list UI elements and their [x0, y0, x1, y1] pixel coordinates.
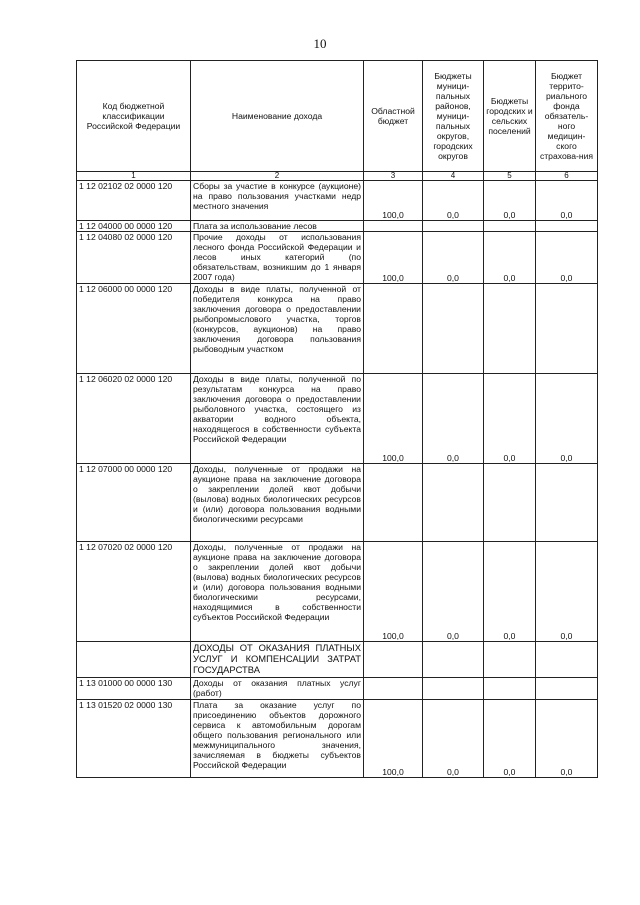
row-value-fund — [536, 464, 598, 542]
row-code: 1 12 06020 02 0000 120 — [77, 374, 191, 464]
header-medical-insurance-fund: Бюджет террито-риального фонда обязатель-ного медицин-ского страхова-ния — [536, 61, 598, 172]
column-number: 4 — [423, 172, 484, 181]
row-value-settlements — [484, 464, 536, 542]
row-value-municipal — [423, 642, 484, 678]
row-value-municipal: 0,0 — [423, 181, 484, 221]
row-value-regional: 100,0 — [364, 232, 423, 284]
row-name: Сборы за участие в конкурсе (аукционе) на право пользования участками недр местного значения — [191, 181, 364, 221]
row-value-municipal — [423, 284, 484, 374]
column-number: 5 — [484, 172, 536, 181]
row-name: Доходы в виде платы, полученной по результатам конкурса на право заключения договора о предоставлении рыболовного участка, состоящего из акватории водного объекта, находящегося в собственности субъекта Российской Федерации — [191, 374, 364, 464]
row-value-fund — [536, 221, 598, 232]
row-name: Доходы от оказания платных услуг (работ) — [191, 678, 364, 700]
row-code: 1 12 04000 00 0000 120 — [77, 221, 191, 232]
row-name: Плата за использование лесов — [191, 221, 364, 232]
row-value-regional: 100,0 — [364, 700, 423, 778]
table-row — [77, 700, 598, 778]
row-name: Плата за оказание услуг по присоединению объектов дорожного сервиса к автомобильным дорогам общего пользования регионального или межмуниципального значения, зачисляемая в бюджеты субъектов Российской Федерации — [191, 700, 364, 778]
row-value-regional — [364, 678, 423, 700]
row-value-municipal: 0,0 — [423, 542, 484, 642]
row-value-municipal: 0,0 — [423, 232, 484, 284]
table-row — [77, 542, 598, 642]
column-number: 2 — [191, 172, 364, 181]
row-value-settlements: 0,0 — [484, 542, 536, 642]
table-row — [77, 284, 598, 374]
row-value-regional — [364, 464, 423, 542]
row-value-fund: 0,0 — [536, 374, 598, 464]
row-value-settlements — [484, 678, 536, 700]
row-section-title: ДОХОДЫ ОТ ОКАЗАНИЯ ПЛАТНЫХ УСЛУГ И КОМПЕНСАЦИИ ЗАТРАТ ГОСУДАРСТВА — [191, 642, 364, 678]
column-number: 6 — [536, 172, 598, 181]
row-code: 1 12 06000 00 0000 120 — [77, 284, 191, 374]
row-value-regional — [364, 284, 423, 374]
row-value-regional: 100,0 — [364, 374, 423, 464]
row-value-settlements — [484, 284, 536, 374]
header-regional-budget: Областной бюджет — [364, 61, 423, 172]
page-number: 10 — [313, 36, 327, 51]
row-value-regional: 100,0 — [364, 542, 423, 642]
row-code: 1 12 07020 02 0000 120 — [77, 542, 191, 642]
row-value-municipal: 0,0 — [423, 700, 484, 778]
column-number: 1 — [77, 172, 191, 181]
table-row — [77, 221, 598, 232]
row-value-municipal: 0,0 — [423, 374, 484, 464]
row-value-fund — [536, 284, 598, 374]
table-row — [77, 642, 598, 678]
row-value-fund — [536, 642, 598, 678]
row-value-fund: 0,0 — [536, 542, 598, 642]
column-number-row — [77, 172, 598, 181]
row-name: Прочие доходы от использования лесного фонда Российской Федерации и лесов иных категорий (по обязательствам, возникшим до 1 января 2007 года) — [191, 232, 364, 284]
table-row — [77, 232, 598, 284]
row-code — [77, 642, 191, 678]
row-value-municipal — [423, 678, 484, 700]
table-row — [77, 374, 598, 464]
table-row — [77, 181, 598, 221]
row-code: 1 12 07000 00 0000 120 — [77, 464, 191, 542]
table-row — [77, 464, 598, 542]
row-value-fund: 0,0 — [536, 700, 598, 778]
header-name: Наименование дохода — [191, 61, 364, 172]
row-code: 1 13 01000 00 0000 130 — [77, 678, 191, 700]
row-value-settlements: 0,0 — [484, 374, 536, 464]
row-value-settlements: 0,0 — [484, 700, 536, 778]
row-value-fund — [536, 678, 598, 700]
revenue-classification-table — [76, 60, 598, 778]
row-name: Доходы, полученные от продажи на аукционе права на заключение договора о закреплении долей квот добычи (вылова) водных биологических ресурсов и (или) договора пользования водными биологическими ресурсами, находящимися в собственности субъектов Российской Федерации — [191, 542, 364, 642]
row-value-fund: 0,0 — [536, 181, 598, 221]
row-name: Доходы в виде платы, полученной от победителя конкурса на право заключения договора о предоставлении рыбопромыслового участка, торгов (конкурсов, аукционов) на право заключения договора пользования рыбоводным участком — [191, 284, 364, 374]
row-value-regional: 100,0 — [364, 181, 423, 221]
row-code: 1 12 02102 02 0000 120 — [77, 181, 191, 221]
row-value-settlements — [484, 642, 536, 678]
row-value-regional — [364, 221, 423, 232]
table-header-row — [77, 61, 598, 172]
row-value-settlements — [484, 221, 536, 232]
header-municipal-budgets: Бюджеты муници-пальных районов, муници-пальных округов, городских округов — [423, 61, 484, 172]
header-code: Код бюджетной классификации Российской Федерации — [77, 61, 191, 172]
column-number: 3 — [364, 172, 423, 181]
row-name: Доходы, полученные от продажи на аукционе права на заключение договора о закреплении долей квот добычи (вылова) водных биологических ресурсов и (или) договора пользования водными биологическими ресурсами — [191, 464, 364, 542]
row-value-municipal — [423, 464, 484, 542]
row-value-settlements: 0,0 — [484, 232, 536, 284]
row-value-fund: 0,0 — [536, 232, 598, 284]
header-settlement-budgets: Бюджеты городских и сельских поселений — [484, 61, 536, 172]
row-code: 1 12 04080 02 0000 120 — [77, 232, 191, 284]
row-value-settlements: 0,0 — [484, 181, 536, 221]
row-value-regional — [364, 642, 423, 678]
row-value-municipal — [423, 221, 484, 232]
row-code: 1 13 01520 02 0000 130 — [77, 700, 191, 778]
table-row — [77, 678, 598, 700]
